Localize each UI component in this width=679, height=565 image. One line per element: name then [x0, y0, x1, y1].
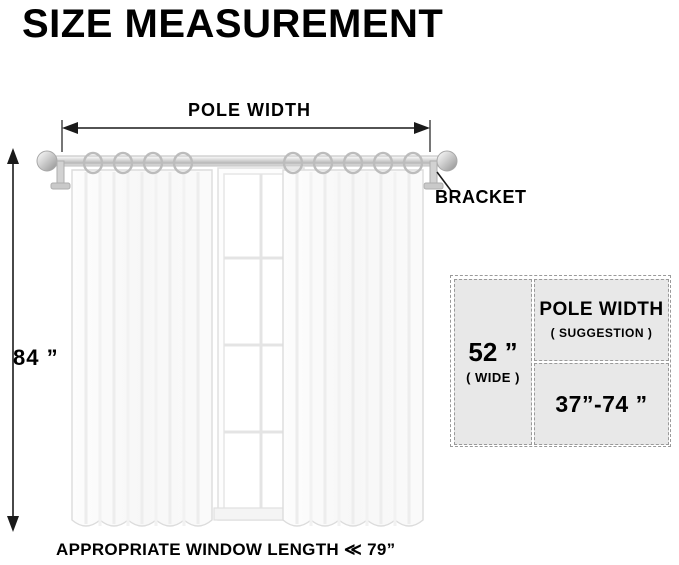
page-title: SIZE MEASUREMENT: [22, 2, 444, 46]
window-length-note: APPROPRIATE WINDOW LENGTH ≪ 79”: [56, 540, 396, 559]
pole-width-heading: POLE WIDTH: [539, 299, 664, 321]
pole-width-cell: [534, 279, 669, 361]
width-cell: [454, 279, 532, 445]
size-info-box: [450, 275, 671, 447]
pole-width-caption: ( SUGGESTION ): [550, 325, 653, 340]
height-dimension: [7, 148, 19, 532]
pole-width-range-cell: [534, 363, 669, 445]
curtain-panel-right: [283, 153, 423, 526]
width-caption: ( WIDE ): [466, 370, 520, 386]
height-label: 84 ”: [13, 345, 59, 370]
bracket-label: BRACKET: [435, 187, 527, 207]
curtain-panel-left: [72, 153, 212, 526]
pole-width-label: POLE WIDTH: [188, 100, 311, 120]
pole-width-dimension: [62, 120, 430, 152]
width-value: 52 ”: [468, 336, 518, 367]
pole-width-range-value: 37”-74 ”: [555, 390, 648, 417]
